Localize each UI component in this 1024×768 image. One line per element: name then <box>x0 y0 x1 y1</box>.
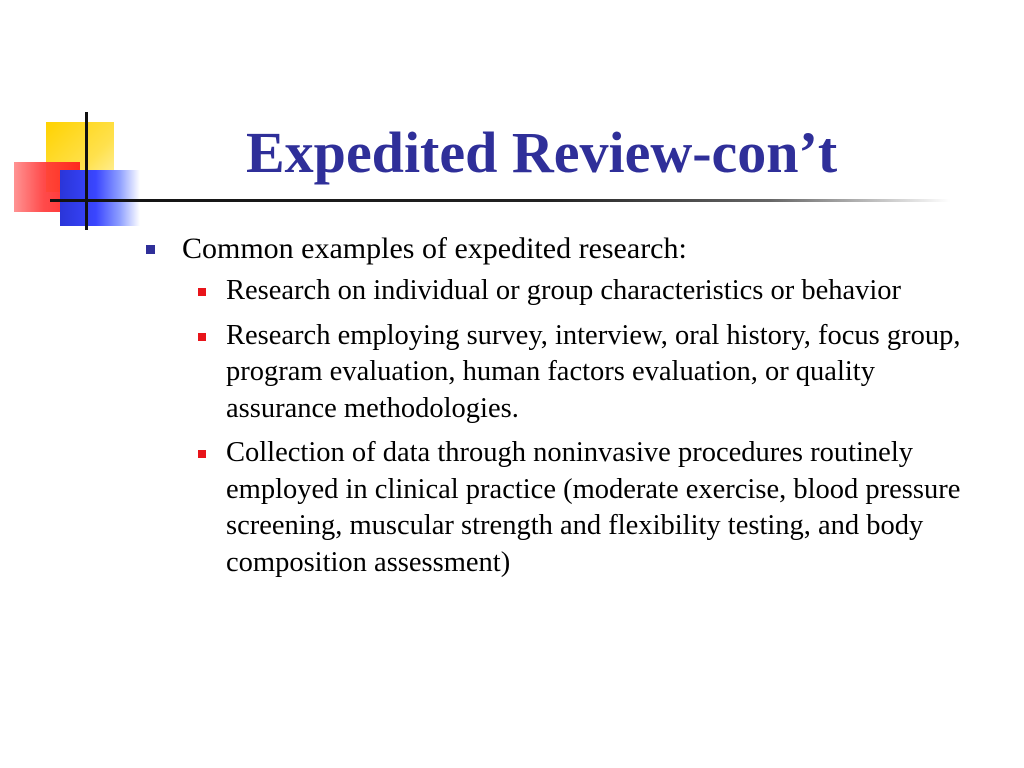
sub-bullet-item <box>226 318 966 428</box>
bullet-level1 <box>140 230 980 267</box>
vertical-rule <box>85 112 88 230</box>
decorative-logo <box>0 0 240 240</box>
blue-square-bullet-icon <box>146 245 155 254</box>
slide-body <box>140 230 980 589</box>
sub-bullet-item <box>226 273 966 310</box>
red-square-bullet-icon <box>198 288 206 296</box>
blue-square-decoration <box>60 170 140 226</box>
red-square-bullet-icon <box>198 333 206 341</box>
slide-title: Expedited Review-con’t <box>246 120 838 185</box>
sub-bullet-text: Research on individual or group characteristics or behavior <box>226 275 902 306</box>
red-square-bullet-icon <box>198 450 206 458</box>
sub-bullet-item <box>226 435 966 581</box>
sub-bullet-text: Research employing survey, interview, oral history, focus group, program evaluation, human factors evaluation, or quality assurance methodologies. <box>226 319 961 424</box>
sub-bullet-list <box>140 273 980 581</box>
title-underline-rule <box>50 199 950 202</box>
sub-bullet-text: Collection of data through noninvasive procedures routinely employed in clinical practice (moderate exercise, blood pressure screening, muscular strength and flexibility testing, and body composition assessment) <box>226 437 961 578</box>
bullet-level1-text: Common examples of expedited research: <box>182 232 687 265</box>
